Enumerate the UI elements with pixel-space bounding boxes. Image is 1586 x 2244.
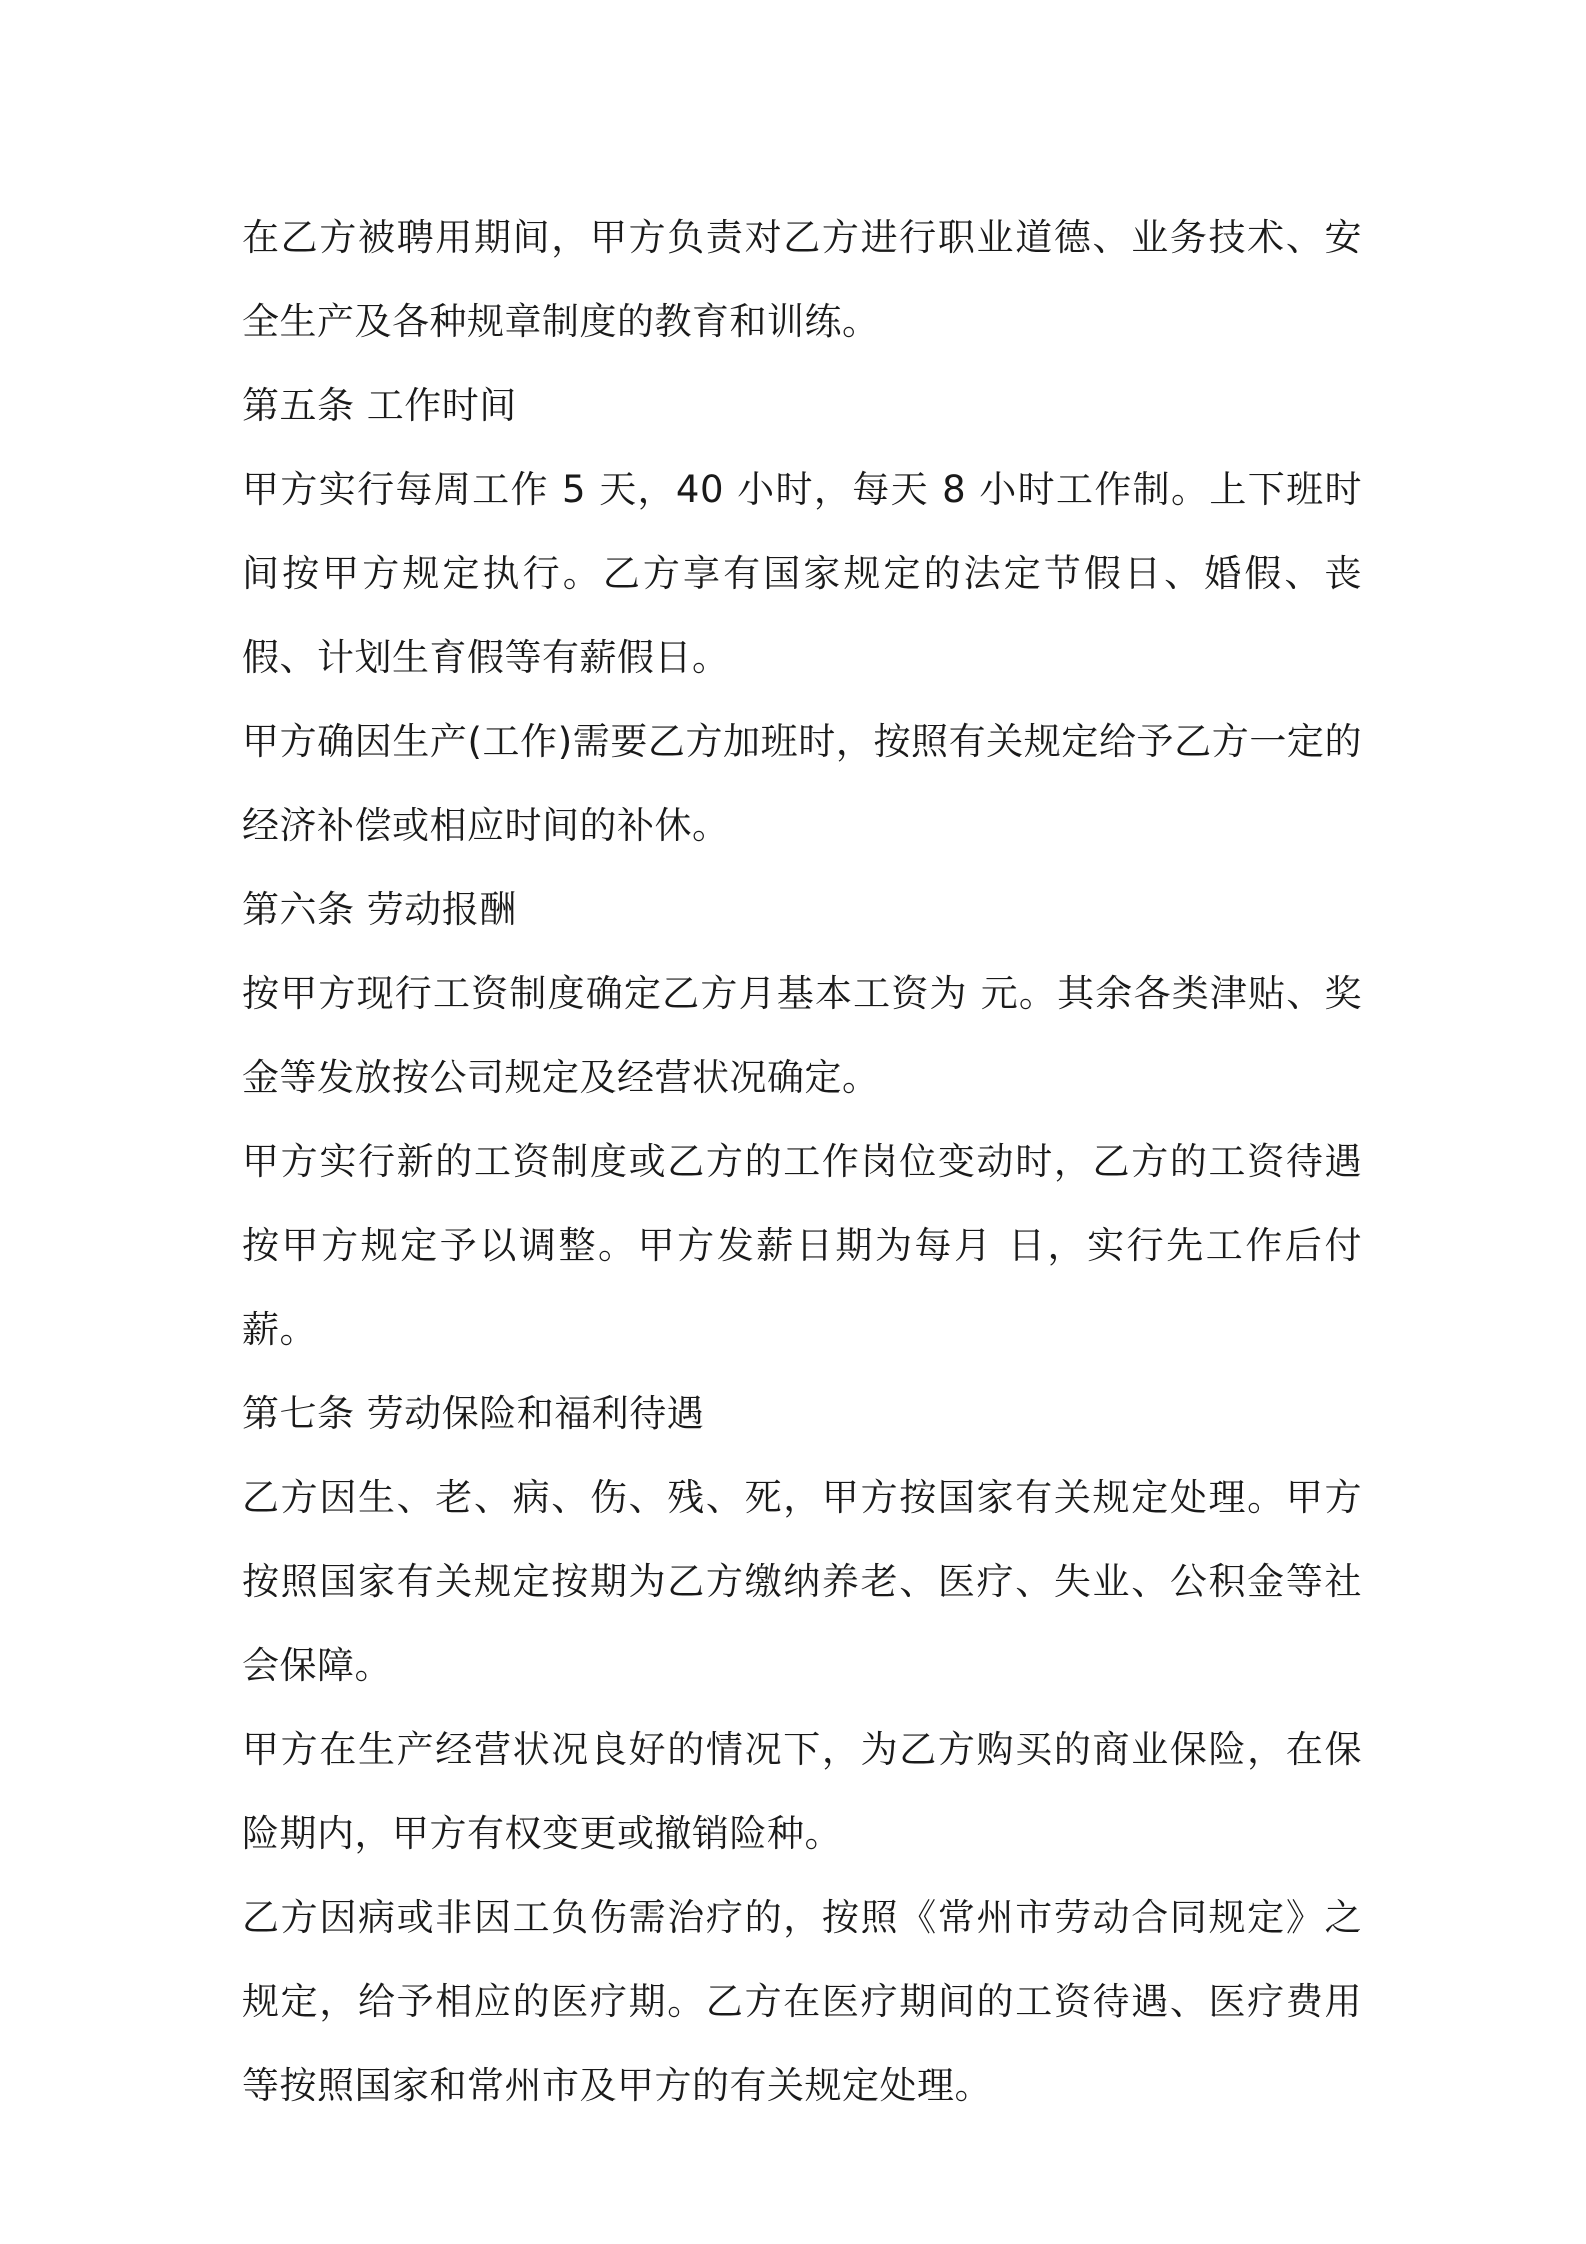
paragraph-salary-adjustment: 甲方实行新的工资制度或乙方的工作岗位变动时，乙方的工资待遇按甲方规定予以调整。甲方发薪日期为每月 日，实行先工作后付薪。 <box>242 1140 1362 1351</box>
document-body <box>242 196 1362 2128</box>
article-5-heading: 第五条 工作时间 <box>242 384 517 427</box>
article-7-heading: 第七条 劳动保险和福利待遇 <box>242 1392 705 1435</box>
paragraph-working-hours: 甲方实行每周工作 5 天，40 小时，每天 8 小时工作制。上下班时间按甲方规定执行。乙方享有国家规定的法定节假日、婚假、丧假、计划生育假等有薪假日。 <box>242 468 1362 679</box>
paragraph-training: 在乙方被聘用期间，甲方负责对乙方进行职业道德、业务技术、安全生产及各种规章制度的教育和训练。 <box>242 216 1362 343</box>
paragraph-overtime: 甲方确因生产(工作)需要乙方加班时，按照有关规定给予乙方一定的经济补偿或相应时间的补休。 <box>242 720 1362 847</box>
paragraph-base-salary: 按甲方现行工资制度确定乙方月基本工资为 元。其余各类津贴、奖金等发放按公司规定及经营状况确定。 <box>242 972 1362 1099</box>
paragraph-commercial-insurance: 甲方在生产经营状况良好的情况下，为乙方购买的商业保险，在保险期内，甲方有权变更或撤销险种。 <box>242 1728 1362 1855</box>
paragraph-medical-period: 乙方因病或非因工负伤需治疗的，按照《常州市劳动合同规定》之规定，给予相应的医疗期。乙方在医疗期间的工资待遇、医疗费用等按照国家和常州市及甲方的有关规定处理。 <box>242 1896 1362 2107</box>
article-6-heading: 第六条 劳动报酬 <box>242 888 517 931</box>
paragraph-social-insurance: 乙方因生、老、病、伤、残、死，甲方按国家有关规定处理。甲方按照国家有关规定按期为乙方缴纳养老、医疗、失业、公积金等社会保障。 <box>242 1476 1362 1687</box>
